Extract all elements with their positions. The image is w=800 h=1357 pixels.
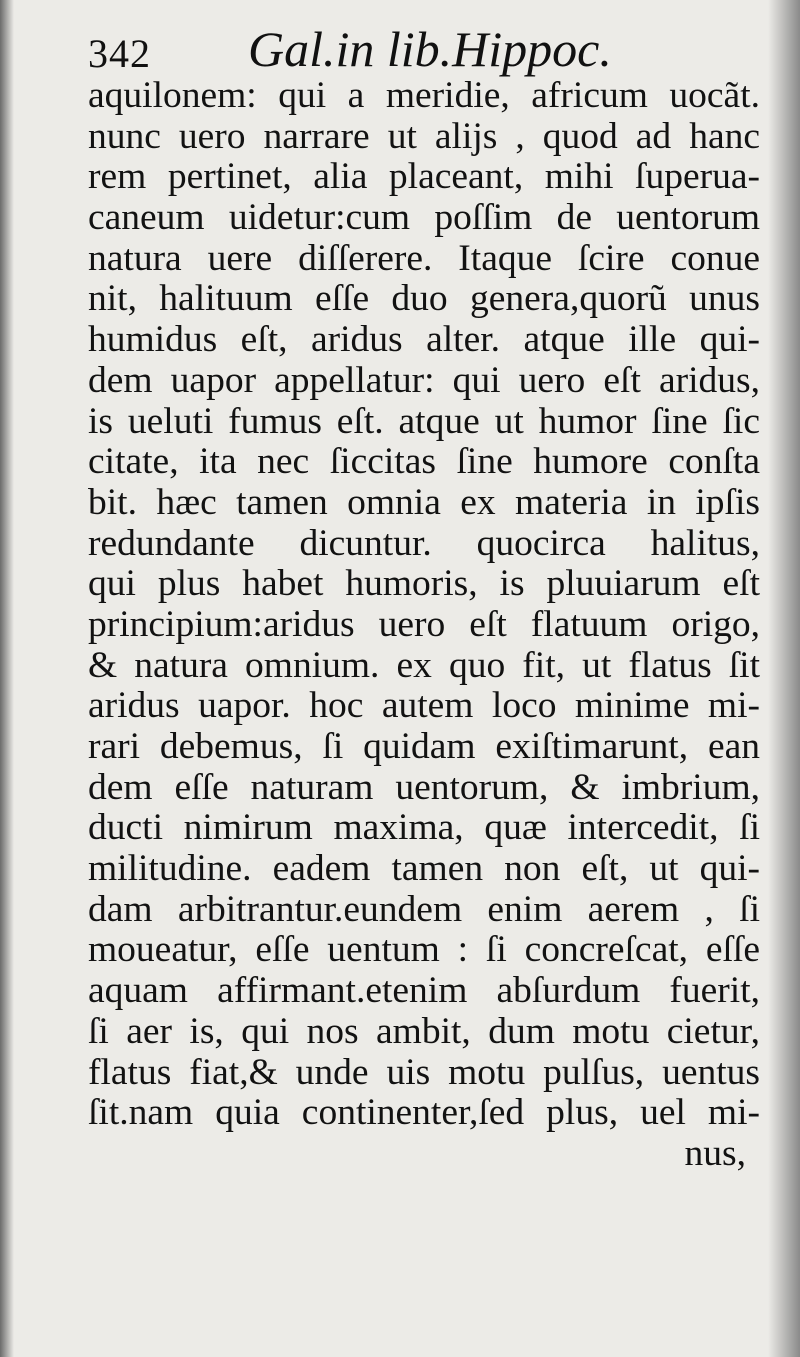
catchword: nus, <box>684 1132 746 1174</box>
text-line: dam arbitrantur.eundem enim aerem , ſi <box>88 888 760 930</box>
text-line: flatus fiat,& unde uis motu pulſus, uentus <box>88 1051 760 1093</box>
text-line: aquilonem: qui a meridie, africum uocãt. <box>88 75 760 116</box>
text-line: militudine. eadem tamen non eſt, ut qui- <box>88 848 760 890</box>
gutter-shadow <box>0 0 14 1357</box>
text-line: rari debemus, ſi quidam exiſtimarunt, ean <box>88 726 760 767</box>
text-line: ducti nimirum maxima, quæ intercedit, ſi <box>88 807 760 849</box>
page-header <box>88 12 708 82</box>
text-line: citate, ita nec ſiccitas ſine humore conſta <box>88 441 760 483</box>
page-number: 342 <box>88 31 151 76</box>
text-line: redundante dicuntur. quocirca halitus, <box>88 522 760 564</box>
text-line: qui plus habet humoris, is pluuiarum eſt <box>88 563 760 605</box>
text-line: principium:aridus uero eſt flatuum origo, <box>88 603 760 645</box>
text-line: aquam affirmant.etenim abſurdum fuerit, <box>88 970 760 1012</box>
text-line: nunc uero narrare ut alijs , quod ad hanc <box>88 115 760 157</box>
text-line: ſi aer is, qui nos ambit, dum motu cietur, <box>88 1010 760 1052</box>
text-line: caneum uidetur:cum poſſim de uentorum <box>88 197 760 239</box>
text-line: rem pertinet, alia placeant, mihi ſuperua- <box>88 156 760 198</box>
text-line: ſit.nam quia continenter,ſed plus, uel mi- <box>88 1092 760 1134</box>
text-line: dem eſſe naturam uentorum, & imbrium, <box>88 766 760 808</box>
edge-shadow <box>768 0 800 1357</box>
text-line: moueatur, eſſe uentum : ſi concreſcat, eſſe <box>88 929 760 971</box>
text-line: is ueluti fumus eſt. atque ut humor ſine ſic <box>88 400 760 442</box>
text-line: dem uapor appellatur: qui uero eſt aridus, <box>88 359 760 401</box>
running-head: Gal.in lib.Hippoc. <box>248 21 612 77</box>
text-line: nit, halituum eſſe duo genera,quorũ unus <box>88 278 760 320</box>
text-line: bit. hæc tamen omnia ex materia in ipſis <box>88 481 760 523</box>
text-line: aridus uapor. hoc autem loco minime mi- <box>88 685 760 727</box>
text-line: & natura omnium. ex quo fit, ut flatus ſit <box>88 644 760 686</box>
text-line: humidus eſt, aridus alter. atque ille qui- <box>88 319 760 361</box>
text-line: natura uere diſſerere. Itaque ſcire conue <box>88 237 760 279</box>
body-text <box>88 76 760 1175</box>
